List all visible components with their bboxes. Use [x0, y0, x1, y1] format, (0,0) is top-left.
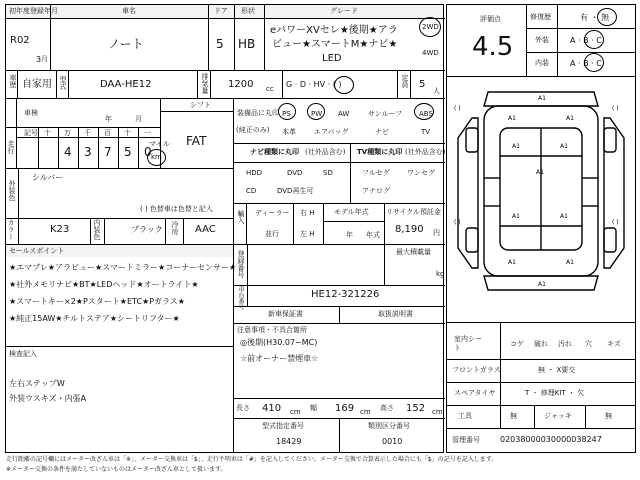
fuel-hv-circle [334, 76, 354, 94]
first-reg-era: R02 [10, 35, 30, 46]
model-label: 型式 [59, 76, 67, 90]
ac-value: AAC [195, 224, 216, 235]
int-color-value: ブラック [131, 225, 163, 234]
tools-label: 工具 [458, 412, 472, 420]
mileage-digit: 3 [84, 145, 92, 159]
seat-item: キズ [607, 340, 621, 348]
diagram-damage-label: A1 [512, 143, 520, 150]
equipment-subtitle: (純正のみ) [236, 126, 270, 134]
seat-item: 破れ [534, 340, 548, 348]
chassis-label: 車台番号 [237, 286, 244, 310]
first-reg-month-unit: 月 [41, 55, 48, 63]
jack-value: 無 [605, 412, 612, 420]
nav-item: CD [246, 187, 257, 195]
usage-value: 自家用 [22, 79, 52, 90]
capacity-unit: 人 [433, 87, 440, 95]
left-hand-label: 左 H [300, 230, 315, 238]
parallel-label: 並行 [265, 230, 279, 238]
drive-2wd: 2WD [422, 23, 439, 31]
tools-value: 無 [510, 412, 517, 420]
glass-value: 無 ・ X要交 [538, 366, 576, 374]
drive-4wd: 4WD [422, 49, 439, 57]
tv-title: TV種類に丸印 [357, 148, 403, 156]
doors-label: ドア [214, 7, 228, 15]
disp-value: 1200 [228, 79, 254, 90]
first-reg-month: 3 [36, 55, 42, 64]
nav-item: SD [323, 169, 333, 177]
disp-label: 排気量 [201, 73, 209, 94]
width-value: 169 [335, 403, 355, 414]
mile-label: マイル [149, 140, 170, 148]
import-label: 輸入 [237, 210, 245, 224]
notes-label: 注意事項・不具合箇所 [237, 326, 307, 334]
shift-label: シフト [190, 101, 211, 109]
int-color-label: 内装色 [93, 219, 101, 240]
seat-item: 穴 [585, 340, 592, 348]
chassis-value: HE12-321226 [311, 289, 380, 300]
tv-item: フルセグ [362, 169, 390, 177]
recycle-label: リサイクル預託金 [386, 208, 442, 216]
color-code-label: カラー [7, 219, 15, 240]
diagram-damage-label: A1 [560, 143, 568, 150]
mileage-digit: 5 [124, 145, 132, 159]
exterior-b-circle [584, 30, 604, 49]
equipment-selected-circle [278, 103, 296, 120]
score-value: 4.5 [472, 32, 514, 62]
equipment-item: サンルーフ [368, 110, 403, 118]
diagram-bracket: ( ) [454, 105, 461, 112]
diagram-damage-label: A1 [538, 95, 546, 102]
mileage-col-label: 一 [144, 129, 151, 137]
equipment-item: PW [311, 110, 323, 118]
mileage-digit: 7 [104, 145, 112, 159]
mileage-col-label: 十 [124, 129, 131, 137]
usage-label: 車歴 [9, 74, 17, 88]
selling-point-line: ★エマブレ★アラビュー★スマートミラー★コーナーセンサー★ [9, 263, 237, 272]
length-value: 410 [262, 403, 282, 414]
grade-label: グレード [330, 7, 358, 15]
glass-label: フロントガラス [452, 366, 501, 374]
tv-item: ワンセグ [407, 169, 435, 177]
recycle-unit: 円 [433, 229, 440, 237]
length-label: 長さ [236, 404, 250, 412]
repair-options: 有 ・ 無 [580, 13, 610, 22]
class-no-label: 類別区分番号 [368, 422, 410, 430]
diagram-damage-label: A1 [512, 213, 520, 220]
model-year-model: 年式 [366, 231, 380, 239]
type-no-label: 型式指定番号 [262, 422, 304, 430]
name-value: ノート [108, 37, 144, 51]
grade-line2: ビュー★スマートM★ナビ★ [272, 39, 398, 50]
load-unit: kg [436, 270, 445, 278]
inspector-line: 外装ウスキズ・内張A [9, 394, 87, 403]
height-value: 152 [406, 403, 426, 414]
sheet-left-frame [5, 4, 444, 453]
repair-label: 修復歴 [530, 13, 551, 21]
color-label: 外装色 [8, 180, 16, 201]
model-value: DAA-HE12 [100, 79, 152, 90]
new-car-warranty-label: 新車保証書 [268, 310, 303, 318]
diagram-damage-label: A1 [536, 169, 544, 176]
mileage-col-label: 万 [64, 129, 71, 137]
mileage-digit: 4 [64, 145, 72, 159]
selling-points-label: セールスポイント [9, 247, 65, 255]
seat-item: コゲ [510, 340, 524, 348]
tv-item: アナログ [362, 187, 390, 195]
tv-note: (社外品含む) [405, 148, 446, 156]
nav-item: DVD [287, 169, 303, 177]
km-label: km [151, 153, 162, 161]
seat-label: 室内シート [454, 335, 482, 353]
recycle-value: 8,190 [395, 224, 424, 235]
interior-options: A · B · C [570, 59, 602, 68]
equipment-title: 装備品に丸印 [237, 109, 279, 117]
diagram-bracket: ( ) [612, 219, 619, 226]
equipment-selected-circle [307, 103, 325, 120]
diagram-damage-label: A1 [508, 259, 516, 266]
selling-point-line: ★純正15AW★チルトステア★シートリフター★ [9, 314, 180, 323]
mgmt-label: 管理番号 [452, 436, 480, 444]
equipment-item: エアバッグ [314, 128, 349, 136]
dealer-label: ディーラー [255, 209, 290, 217]
footer-line2: ※メーター交換の条件を満たしていないものはメーター改ざん車として扱います。 [6, 466, 227, 473]
shape-value: HB [238, 37, 256, 51]
model-year-unit: 年 [346, 231, 353, 239]
mileage-col-label: 千 [84, 129, 91, 137]
spare-label: スペアタイヤ [454, 389, 496, 397]
equipment-item: ナビ [375, 128, 389, 136]
footer-line1: 走行距離の記号欄にはメーター改ざん車は「※」、メーター交換車は「$」、走行不明車は「#」を記入してください。メーター交換で合算表示した場合にも「$」の記号を記入します。 [6, 456, 498, 463]
equipment-selected-circle [414, 103, 434, 120]
diagram-damage-label: A1 [566, 115, 574, 122]
inspection-year-unit: 年 [105, 115, 112, 123]
diagram-damage-label: A1 [538, 281, 546, 288]
interior-label: 内装 [535, 59, 549, 67]
shift-value: FAT [186, 134, 207, 148]
diagram-bracket: ( ) [612, 105, 619, 112]
diagram-bracket: ( ) [454, 219, 461, 226]
color-note: ( ) 色替車は色替と記入 [140, 205, 213, 213]
score-label: 評価点 [480, 15, 501, 23]
width-unit: cm [360, 408, 371, 416]
diagram-damage-label: A1 [508, 115, 516, 122]
type-no-value: 18429 [276, 437, 302, 446]
notes-line: ☆前オーナー禁煙車☆ [240, 354, 319, 363]
exterior-label: 外装 [535, 36, 549, 44]
grade-line3: LED [322, 53, 342, 64]
equipment-item: ABS [419, 110, 433, 118]
inspection-month-unit: 月 [135, 115, 142, 123]
mileage-digit: 0 [144, 145, 152, 159]
capacity-value: 5 [419, 79, 426, 90]
disp-unit: cc [266, 85, 274, 93]
color-value: シルバー [32, 173, 64, 182]
mileage-col-label: 十 [44, 129, 51, 137]
first-reg-label: 初年度登録年月 [9, 7, 58, 15]
manual-label: 取扱説明書 [378, 310, 413, 318]
jack-label: ジャッキ [544, 412, 572, 420]
length-unit: cm [290, 408, 301, 416]
shape-label: 形状 [241, 7, 255, 15]
model-year-label: モデル年式 [334, 208, 369, 216]
nav-note: (社外品含む) [305, 148, 346, 156]
diagram-damage-label: A1 [566, 259, 574, 266]
doors-value: 5 [216, 37, 224, 51]
name-label: 車名 [122, 7, 136, 15]
selling-point-line: ★社外メモリナビ★BT★LEDヘッド★オートライト★ [9, 280, 199, 289]
mileage-col-label: 記号 [24, 129, 38, 137]
equipment-item: TV [421, 128, 431, 136]
height-label: 高さ [380, 404, 394, 412]
selling-point-line: ★スマートキー×2★Pスタート★ETC★Pガラス★ [9, 297, 185, 306]
ac-label: 冷房 [171, 221, 179, 235]
color-code-value: K23 [50, 224, 70, 235]
equipment-item: AW [338, 110, 350, 118]
inspector-line: 左右ステップW [9, 379, 65, 388]
mileage-label: 走行 [7, 140, 15, 154]
interior-b-circle [584, 53, 604, 72]
mileage-col-label: 百 [104, 129, 111, 137]
nav-item: HDD [246, 169, 263, 177]
reg-no-label: 登録番号 [237, 250, 245, 278]
right-hand-label: 右 H [300, 209, 315, 217]
width-label: 幅 [310, 404, 317, 412]
diagram-damage-label: A1 [560, 213, 568, 220]
notes-line: ◎後期(H30.07~MC) [240, 338, 318, 347]
equipment-item: PS [282, 110, 291, 118]
fuel-options: G · D · HV · ( ) [286, 80, 342, 89]
capacity-label: 定員 [401, 74, 409, 88]
inspection-label: 車検 [24, 109, 38, 117]
car-damage-diagram [448, 78, 634, 322]
height-unit: cm [432, 408, 443, 416]
repair-none-circle [597, 8, 617, 26]
class-no-value: 0010 [382, 437, 403, 446]
nav-title: ナビ種類に丸印 [250, 148, 299, 156]
load-label: 最大積載量 [396, 248, 431, 256]
mgmt-value: 02038000030000038247 [500, 435, 602, 444]
equipment-item: 本革 [282, 128, 296, 136]
nav-item: DVD再生可 [277, 187, 314, 195]
exterior-options: A · B · C [570, 36, 602, 45]
seat-item: 汚れ [558, 340, 572, 348]
inspector-label: 検査記入 [9, 350, 37, 358]
grade-line1: eパワーXVセレ★後期★アラ [270, 25, 398, 36]
spare-value: T ・ 修理KIT ・ 欠 [525, 389, 585, 397]
